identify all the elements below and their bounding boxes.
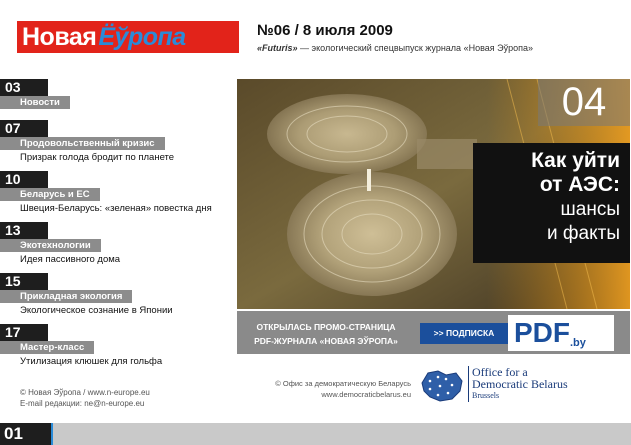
toc-page-number: 13	[0, 222, 48, 239]
subscribe-button[interactable]: >> ПОДПИСКА	[420, 323, 508, 344]
toc-item-10[interactable]	[0, 171, 235, 217]
office-logo[interactable]	[468, 366, 568, 402]
toc-article: Утилизация клюшек для гольфа	[20, 356, 163, 367]
toc-article: Экологическое сознание в Японии	[20, 305, 173, 316]
toc-item-15[interactable]	[0, 273, 235, 319]
toc-section: Беларусь и ЕС	[0, 188, 100, 201]
headline-line: шансы	[560, 199, 620, 220]
pdf-logo-suffix: .by	[570, 337, 586, 349]
copyright-link[interactable]: © Новая Эўропа / www.n-europe.eu	[20, 388, 150, 397]
toc-page-number: 15	[0, 273, 48, 290]
bottom-page-number: 01	[0, 423, 53, 445]
pdf-by-logo[interactable]	[508, 315, 614, 351]
subtitle-series: «Futuris»	[257, 43, 298, 53]
toc-article: Швеция-Беларусь: «зеленая» повестка дня	[20, 203, 212, 214]
toc-article: Идея пассивного дома	[20, 254, 121, 265]
office-credit	[244, 378, 411, 400]
logo-text-accent: Ёўропа	[98, 22, 186, 51]
promo-line: ОТКРЫЛАСЬ ПРОМО-СТРАНИЦА	[256, 322, 396, 332]
toc-article: Призрак голода бродит по планете	[20, 152, 175, 163]
toc-page-number: 03	[0, 79, 48, 96]
headline-line: и факты	[547, 223, 620, 244]
publisher-info	[20, 387, 150, 409]
office-logo-line: Office for a	[472, 365, 528, 379]
subtitle-description: — экологический спецвыпуск журнала «Новая Эўропа»	[297, 43, 533, 53]
toc-item-03[interactable]	[0, 79, 235, 113]
toc-section: Новости	[0, 96, 70, 109]
issue-number-date: №06 / 8 июля 2009	[257, 22, 393, 39]
headline-line: Как уйти	[531, 149, 620, 172]
office-logo-line: Democratic Belarus	[472, 377, 568, 391]
pdf-logo-text: PDF	[514, 317, 570, 348]
toc-item-17[interactable]	[0, 324, 235, 370]
office-logo-city: Brussels	[472, 391, 500, 400]
office-url[interactable]: www.democraticbelarus.eu	[321, 390, 411, 399]
magazine-logo[interactable]	[17, 21, 239, 53]
toc-section: Мастер-класс	[0, 341, 94, 354]
cover-feature[interactable]	[237, 79, 630, 309]
cover-page-number: 04	[538, 79, 630, 126]
toc-page-number: 07	[0, 120, 48, 137]
promo-banner	[237, 311, 630, 354]
belarus-map-icon	[416, 367, 466, 404]
issue-subtitle	[257, 43, 533, 53]
toc-page-number: 10	[0, 171, 48, 188]
toc-item-07[interactable]	[0, 120, 235, 166]
toc-page-number: 17	[0, 324, 48, 341]
editorial-email[interactable]: E-mail редакции: ne@n-europe.eu	[20, 399, 145, 408]
bottom-page-strip	[0, 423, 631, 445]
toc-section: Экотехнологии	[0, 239, 101, 252]
promo-line: PDF-ЖУРНАЛА «НОВАЯ ЭЎРОПА»	[254, 336, 398, 346]
toc-section: Продовольственный кризис	[0, 137, 165, 150]
toc-section: Прикладная экология	[0, 290, 132, 303]
promo-text	[237, 320, 415, 348]
office-copyright: © Офис за демократическую Беларусь	[275, 379, 411, 388]
cover-headline	[473, 143, 630, 263]
toc-item-13[interactable]	[0, 222, 235, 268]
logo-text: Новая	[22, 22, 97, 51]
headline-line: от АЭС:	[539, 173, 620, 196]
